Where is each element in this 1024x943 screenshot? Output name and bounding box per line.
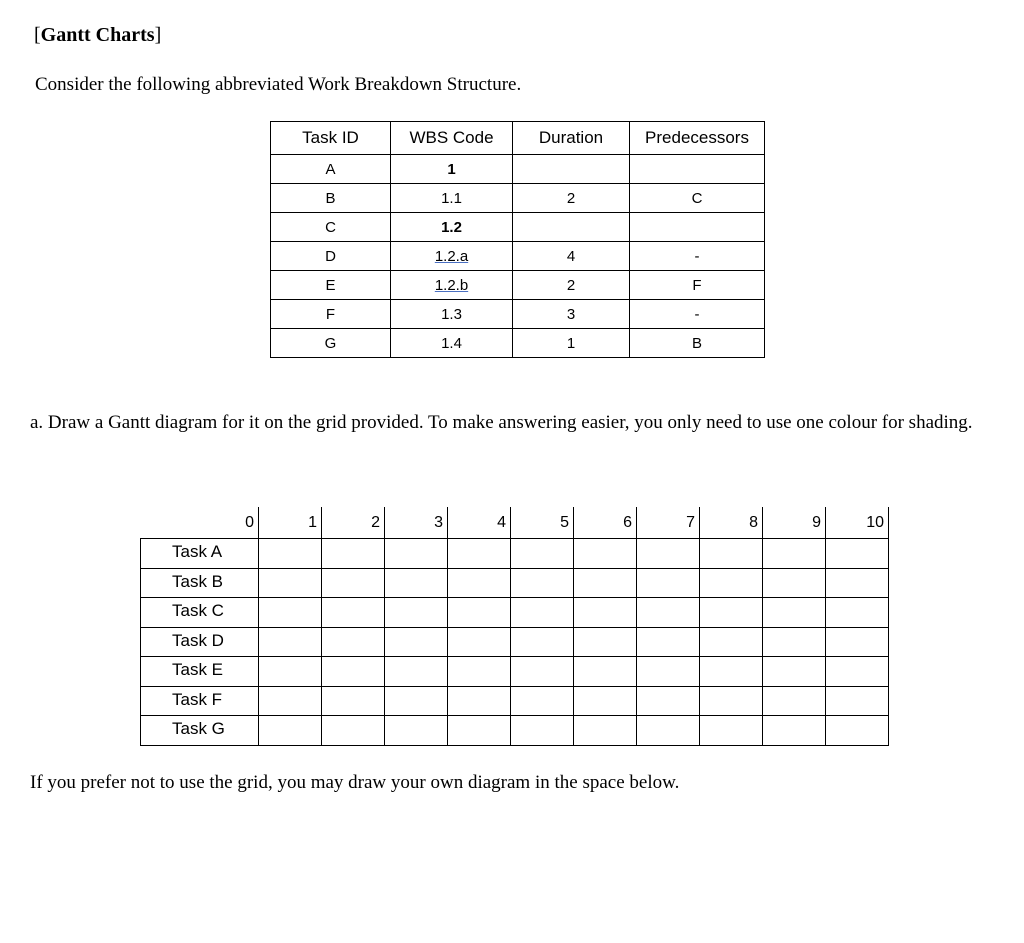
predecessor-cell: -: [630, 242, 765, 271]
grid-row-line: [140, 745, 889, 746]
table-row: [271, 184, 765, 213]
task-id-cell: F: [271, 300, 391, 329]
grid-row-line: [140, 656, 889, 657]
wbs-code-cell: 1: [391, 155, 513, 184]
time-tick-label: 2: [371, 514, 380, 531]
intro-text: Consider the following abbreviated Work Breakdown Structure.: [35, 74, 522, 95]
grid-column-line: [321, 538, 322, 745]
grid-column-line: [825, 538, 826, 745]
task-id-cell: E: [271, 271, 391, 300]
grid-row-line: [140, 715, 889, 716]
time-tick-label: 4: [497, 514, 506, 531]
grid-column-line: [636, 538, 637, 745]
table-row: [271, 329, 765, 358]
wbs-code-text: 1.2.b: [434, 276, 469, 294]
tick-mark: [888, 507, 889, 538]
header-duration: Duration: [513, 122, 630, 155]
task-row-label: Task F: [172, 689, 223, 709]
grid-column-line: [888, 538, 889, 745]
wbs-code-text: 1.2.a: [434, 247, 469, 265]
grid-left-border: [140, 538, 141, 745]
tick-mark: [384, 507, 385, 538]
grid-row-line: [140, 627, 889, 628]
header-predecessors: Predecessors: [630, 122, 765, 155]
wbs-code-cell: 1.1: [391, 184, 513, 213]
grid-column-line: [699, 538, 700, 745]
duration-cell: 1: [513, 329, 630, 358]
footer-instruction: If you prefer not to use the grid, you may draw your own diagram in the space below.: [30, 772, 680, 793]
tick-mark: [825, 507, 826, 538]
task-row-label: Task B: [172, 571, 224, 591]
tick-mark: [510, 507, 511, 538]
table-row: [271, 242, 765, 271]
predecessor-cell: [630, 155, 765, 184]
duration-cell: 2: [513, 184, 630, 213]
heading: [Gantt Charts]: [34, 24, 162, 46]
wbs-code-cell: [391, 242, 513, 271]
predecessor-cell: [630, 213, 765, 242]
task-id-cell: G: [271, 329, 391, 358]
wbs-code-cell: [391, 271, 513, 300]
wbs-code-cell: 1.3: [391, 300, 513, 329]
time-tick-label: 8: [749, 514, 758, 531]
wbs-table: [270, 121, 765, 358]
time-tick-label: 0: [245, 514, 254, 531]
time-tick-label: 3: [434, 514, 443, 531]
predecessor-cell: F: [630, 271, 765, 300]
duration-cell: 2: [513, 271, 630, 300]
grid-column-line: [510, 538, 511, 745]
task-row-label: Task D: [172, 630, 224, 650]
grid-row-line: [140, 686, 889, 687]
wbs-code-cell: 1.2: [391, 213, 513, 242]
grid-column-line: [258, 538, 259, 745]
grid-column-line: [384, 538, 385, 745]
time-tick-label: 1: [308, 514, 317, 531]
grid-column-line: [573, 538, 574, 745]
task-row-label: Task C: [172, 601, 224, 620]
grid-row-line: [140, 597, 889, 598]
task-id-cell: B: [271, 184, 391, 213]
duration-cell: [513, 213, 630, 242]
grid-row-line: [140, 568, 889, 569]
tick-mark: [447, 507, 448, 538]
time-tick-label: 7: [686, 514, 695, 531]
table-row: [271, 213, 765, 242]
task-row-label: Task G: [172, 719, 225, 738]
header-task-id: Task ID: [271, 122, 391, 155]
task-id-cell: D: [271, 242, 391, 271]
duration-cell: [513, 155, 630, 184]
header-wbs-code: WBS Code: [391, 122, 513, 155]
time-tick-label: 9: [812, 514, 821, 531]
grid-row-line: [140, 538, 889, 539]
predecessor-cell: B: [630, 329, 765, 358]
tick-mark: [762, 507, 763, 538]
tick-mark: [699, 507, 700, 538]
task-row-label: Task A: [172, 542, 223, 561]
grid-column-line: [762, 538, 763, 745]
tick-mark: [573, 507, 574, 538]
duration-cell: 4: [513, 242, 630, 271]
predecessor-cell: C: [630, 184, 765, 213]
tick-mark: [636, 507, 637, 538]
task-row-label: Task E: [172, 660, 224, 679]
task-id-cell: C: [271, 213, 391, 242]
predecessor-cell: -: [630, 300, 765, 329]
task-id-cell: A: [271, 155, 391, 184]
time-tick-label: 5: [560, 514, 569, 531]
tick-mark: [321, 507, 322, 538]
question-a: a. Draw a Gantt diagram for it on the grid provided. To make answering easier, you only need to use one colour for shading.: [30, 412, 973, 433]
table-row: [271, 155, 765, 184]
wbs-header-row: [271, 122, 765, 155]
duration-cell: 3: [513, 300, 630, 329]
grid-column-line: [447, 538, 448, 745]
time-tick-label: 10: [866, 514, 884, 531]
time-tick-label: 6: [623, 514, 632, 531]
table-row: [271, 300, 765, 329]
wbs-code-cell: 1.4: [391, 329, 513, 358]
tick-mark: [258, 507, 259, 538]
gantt-grid[interactable]: [140, 507, 890, 747]
table-row: [271, 271, 765, 300]
